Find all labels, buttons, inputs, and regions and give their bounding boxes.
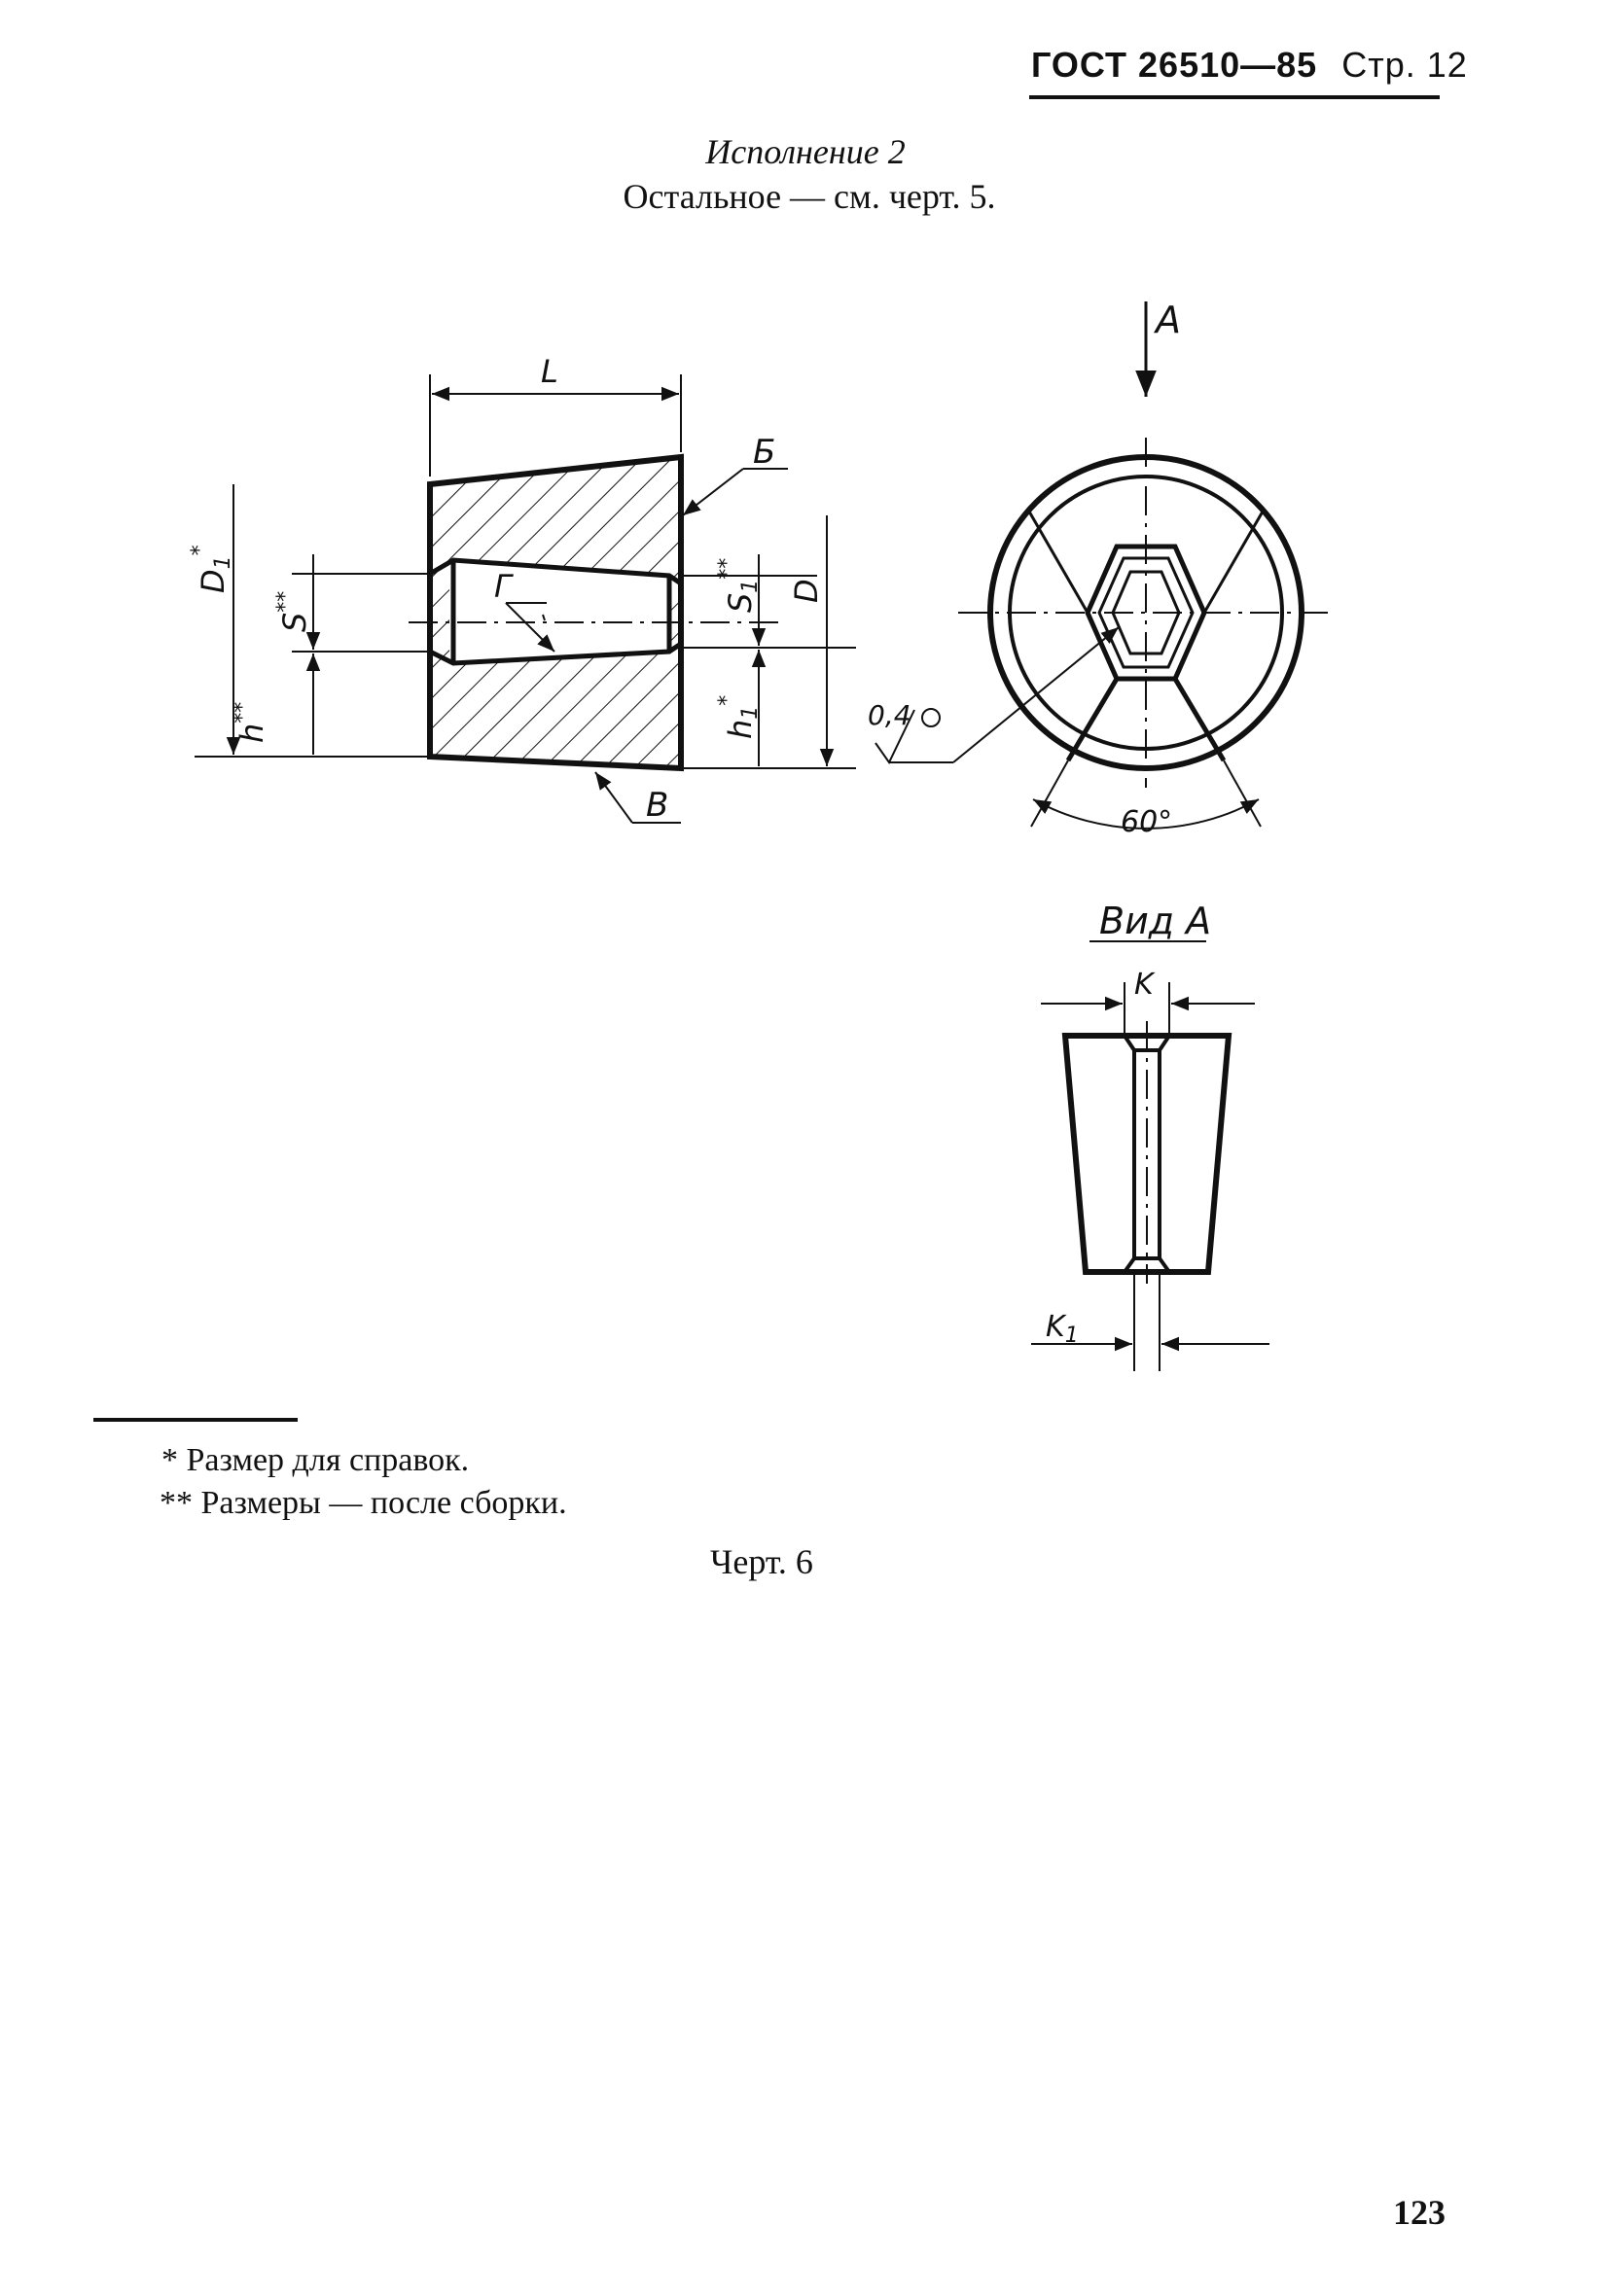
end-view [868,299,1333,839]
standard-number: ГОСТ 26510—85 [1031,45,1318,85]
section-hatch [430,457,681,768]
variant-title: Исполнение 2 [705,132,906,171]
footnote-rule [93,1418,298,1422]
dim-h-label: h** [231,701,270,743]
surface-g-label: Г [494,568,512,605]
dimension-l-label: L [541,353,558,390]
variant-heading [0,131,1607,217]
view-a [1031,900,1269,1371]
roughness-label: 0,4 [868,699,911,731]
dim-h1-label: h1* [715,694,763,739]
variant-subtitle: Остальное — см. черт. 5. [623,177,996,216]
angle-label: 60° [1121,805,1173,839]
footnote-reference-size: * Размер для справок. [161,1442,470,1478]
surface-v-label: В [646,786,669,825]
page-label: Стр. 12 [1341,45,1468,85]
dim-s1-label: S1** [715,557,763,613]
dim-d1-label: D1* [188,545,235,593]
view-a-title: Вид А [1099,900,1212,942]
figure-caption: Черт. 6 [710,1542,813,1581]
technical-drawing [188,282,1342,1391]
dim-s-label: S** [273,590,313,632]
page-header [1031,45,1468,86]
surface-b-label: Б [753,433,776,472]
view-arrow-label: A [1156,299,1181,341]
page-number: 123 [1393,2193,1446,2232]
section-view [188,353,856,825]
bore-outline [430,560,681,663]
footnote-after-assembly: ** Размеры — после сборки. [160,1485,567,1521]
footnotes [161,1439,567,1525]
header-rule [1029,95,1440,99]
dim-k-label: K [1134,968,1154,1002]
dim-d-label: D [788,579,825,603]
dim-k1-label: $K_1$ [1046,1310,1079,1348]
